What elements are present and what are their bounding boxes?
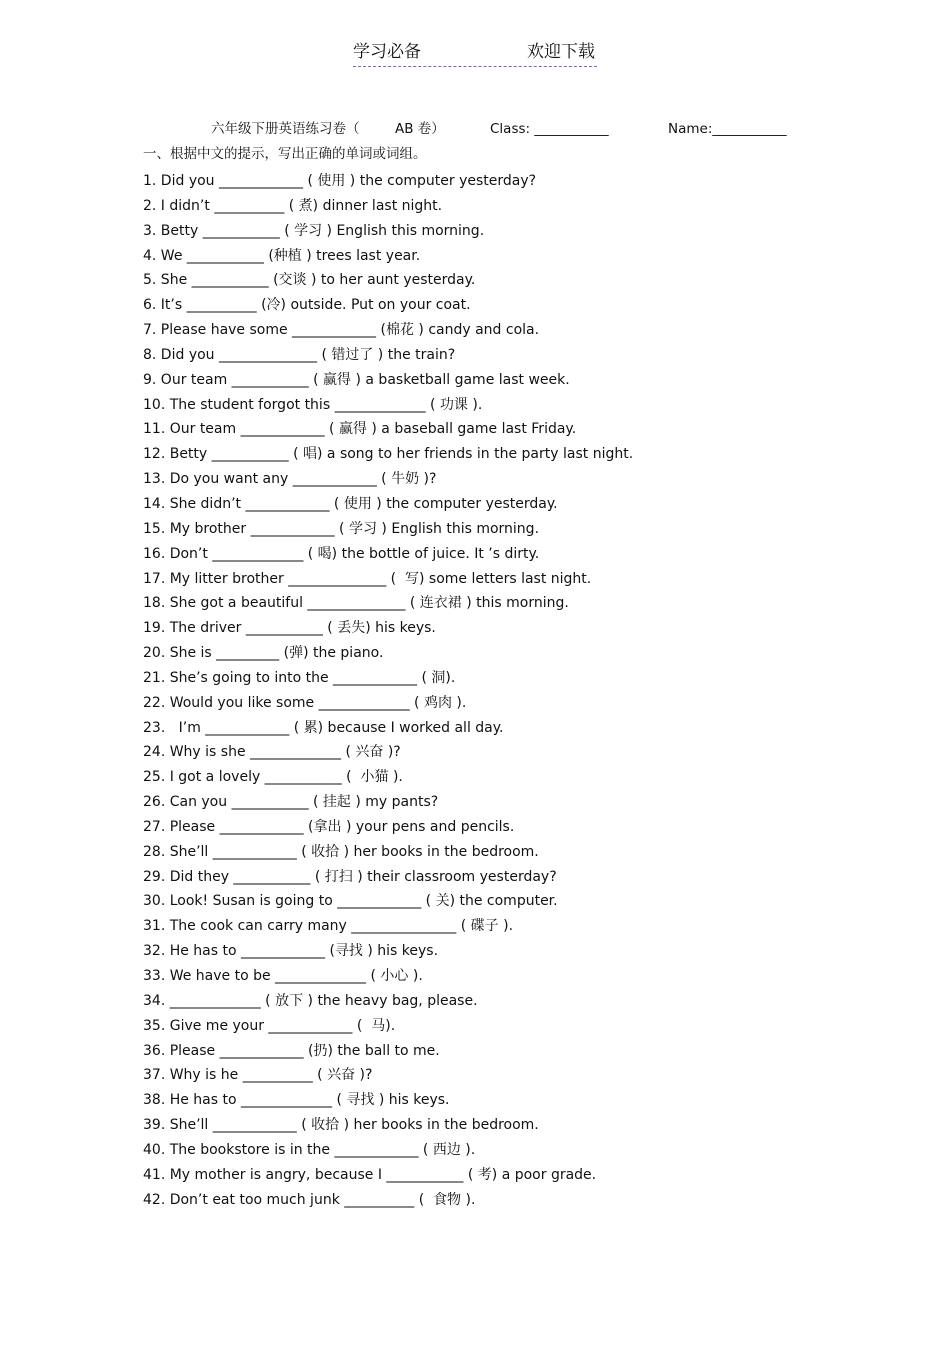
worksheet-title: 六年级下册英语练习卷（ [211, 121, 360, 137]
question-item: 14. She didn’t ____________ ( 使用 ) the computer yesterday. [143, 495, 558, 512]
question-item: 18. She got a beautiful ______________ ( 连衣裙 ) this morning. [143, 595, 569, 612]
question-item: 17. My litter brother ______________ ( 写) some letters last night. [143, 570, 592, 587]
question-item: 27. Please ____________ (拿出 ) your pens and pencils. [143, 818, 515, 835]
question-item: 25. I got a lovely ___________ ( 小猫 ). [143, 769, 403, 786]
question-item: 41. My mother is angry, because I ___________ ( 考) a poor grade. [143, 1166, 597, 1183]
question-item: 9. Our team ___________ ( 赢得 ) a basketball game last week. [143, 371, 570, 388]
question-item: 35. Give me your ____________ ( 马). [143, 1017, 396, 1034]
question-item: 5. She ___________ (交谈 ) to her aunt yesterday. [143, 272, 476, 289]
question-item: 1. Did you ____________ ( 使用 ) the computer yesterday? [143, 173, 537, 189]
question-item: 24. Why is she _____________ ( 兴奋 )? [143, 744, 401, 761]
question-item: 33. We have to be _____________ ( 小心 ). [143, 968, 423, 984]
question-item: 7. Please have some ____________ (棉花 ) candy and cola. [143, 322, 540, 339]
question-item: 11. Our team ____________ ( 赢得 ) a baseball game last Friday. [143, 421, 577, 438]
question-item: 38. He has to _____________ ( 寻找 ) his keys. [143, 1092, 450, 1109]
question-item: 29. Did they ___________ ( 打扫 ) their classroom yesterday? [143, 868, 557, 885]
question-item: 13. Do you want any ____________ ( 牛奶 )? [143, 471, 437, 488]
page-header [353, 40, 597, 67]
worksheet-ab-label: AB 卷） [395, 121, 445, 137]
worksheet-title-line [211, 120, 821, 138]
question-item: 37. Why is he __________ ( 兴奋 )? [143, 1067, 373, 1084]
question-item: 16. Don’t _____________ ( 喝) the bottle of juice. It ’s dirty. [143, 545, 540, 562]
question-item: 23. I’m ____________ ( 累) because I worked all day. [143, 719, 504, 736]
question-item: 4. We ___________ (种植 ) trees last year. [143, 247, 421, 264]
header-left-text: 学习必备 [353, 42, 421, 62]
class-field: Class: ___________ [490, 121, 609, 137]
question-item: 28. She’ll ____________ ( 收拾 ) her books in the bedroom. [143, 843, 539, 860]
question-item: 8. Did you ______________ ( 错过了 ) the train? [143, 346, 456, 363]
question-item: 40. The bookstore is in the ____________ ( 西边 ). [143, 1141, 476, 1158]
question-item: 19. The driver ___________ ( 丢失) his keys. [143, 620, 436, 637]
question-item: 10. The student forgot this _____________ ( 功课 ). [143, 396, 483, 413]
question-item: 42. Don’t eat too much junk __________ ( 食物 ). [143, 1191, 476, 1208]
question-item: 39. She’ll ____________ ( 收拾 ) her books in the bedroom. [143, 1117, 539, 1134]
question-list [143, 170, 843, 1213]
question-item: 3. Betty ___________ ( 学习 ) English this morning. [143, 222, 485, 239]
question-item: 31. The cook can carry many _______________ ( 碟子 ). [143, 918, 514, 935]
question-item: 36. Please ____________ (扔) the ball to me. [143, 1042, 440, 1059]
question-item: 20. She is _________ (弹) the piano. [143, 645, 384, 662]
question-item: 21. She’s going to into the ____________ ( 洞). [143, 669, 456, 686]
question-item: 22. Would you like some _____________ ( 鸡肉 ). [143, 694, 467, 711]
question-item: 12. Betty ___________ ( 唱) a song to her friends in the party last night. [143, 446, 634, 463]
name-field: Name:___________ [668, 121, 787, 137]
question-item: 26. Can you ___________ ( 挂起 ) my pants? [143, 794, 439, 811]
section-heading: 一、根据中文的提示，写出正确的单词或词组。 [143, 146, 427, 162]
question-item: 2. I didn’t __________ ( 煮) dinner last night. [143, 197, 443, 214]
question-item: 32. He has to ____________ (寻找 ) his keys. [143, 943, 439, 960]
question-item: 34. _____________ ( 放下 ) the heavy bag, please. [143, 992, 478, 1009]
header-right-text: 欢迎下载 [527, 42, 595, 62]
question-item: 6. It’s __________ (冷) outside. Put on your coat. [143, 297, 471, 314]
question-item: 30. Look! Susan is going to ____________ ( 关) the computer. [143, 893, 558, 910]
question-item: 15. My brother ____________ ( 学习 ) English this morning. [143, 520, 540, 537]
